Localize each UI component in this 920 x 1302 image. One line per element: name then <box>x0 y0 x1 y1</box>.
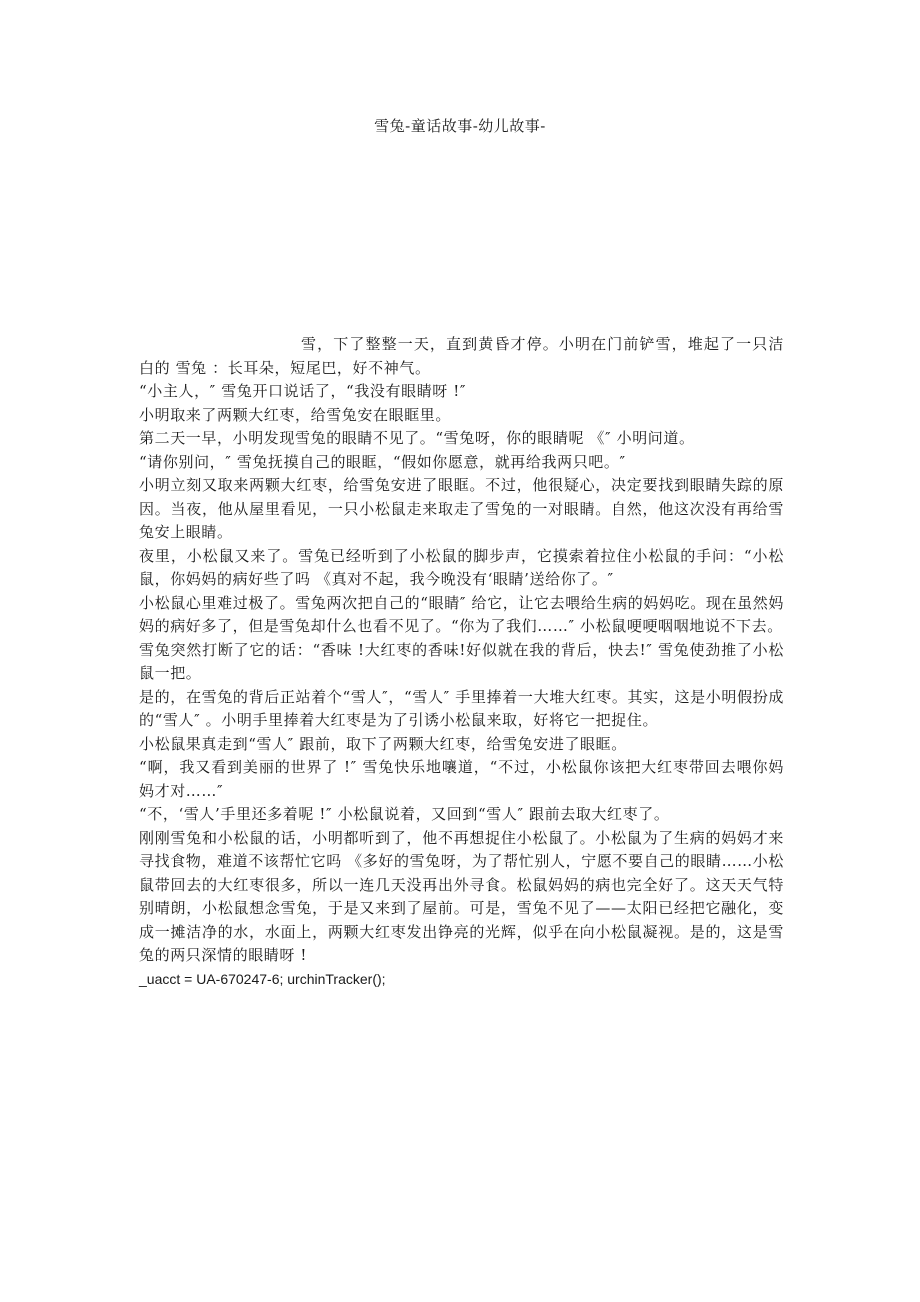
paragraph-6: 小明立刻又取来两颗大红枣，给雪兔安进了眼眶。不过，他很疑心，决定要找到眼睛失踪的原因。当夜，他从屋里看见，一只小松鼠走来取走了雪兔的一对眼睛。自然，他这次没有再给雪兔安上眼睛。 <box>139 476 784 541</box>
paragraph-12: “啊，我又看到美丽的世界了 !″ 雪兔快乐地嚷道，“不过，小松鼠你该把大红枣带回去喂你妈妈才对……″ <box>139 758 784 800</box>
paragraph-9: 雪兔突然打断了它的话：“香味 !大红枣的香味!好似就在我的背后，快去!″ 雪兔使劲推了小松鼠一把。 <box>139 640 784 682</box>
paragraph-4: 第二天一早，小明发现雪兔的眼睛不见了。“雪兔呀，你的眼睛呢 《″ 小明问道。 <box>139 429 695 447</box>
paragraph-10: 是的，在雪兔的背后正站着个“雪人″，“雪人″ 手里捧着一大堆大红枣。其实，这是小明假扮成的“雪人″ 。小明手里捧着大红枣是为了引诱小松鼠来取，好将它一把捉住。 <box>139 687 784 729</box>
paragraph-8: 小松鼠心里难过极了。雪兔两次把自己的“眼睛″ 给它，让它去喂给生病的妈妈吃。现在虽然妈妈的病好多了，但是雪兔却什么也看不见了。“你为了我们……″ 小松鼠哽哽咽咽地说不下去。 <box>139 593 784 635</box>
paragraph-3: 小明取来了两颗大红枣，给雪兔安在眼眶里。 <box>139 405 452 424</box>
tracking-code-line: _uacct = UA-670247-6; urchinTracker(); <box>139 970 386 987</box>
paragraph-13: “不，‘雪人’手里还多着呢 !″ 小松鼠说着，又回到“雪人″ 跟前去取大红枣了。 <box>139 805 670 823</box>
paragraph-14: 刚刚雪兔和小松鼠的话，小明都听到了，他不再想捉住小松鼠了。小松鼠为了生病的妈妈才来寻找食物，难道不该帮忙它吗 《多好的雪兔呀，为了帮忙别人，宁愿不要自己的眼睛……小松鼠带回去的大红枣很多，所以一连几天没再出外寻食。松鼠妈妈的病也完全好了。这天天气特别晴朗，小松鼠想念雪兔，于是又来到了屋前。可是，雪兔不见了——太阳已经把它融化，变成一摊洁净的水，水面上，两颗大红枣发出铮亮的光辉，似乎在向小松鼠凝视。是的，这是雪兔的两只深情的眼睛呀 ! <box>139 828 784 964</box>
paragraph-5: “请你别问，″ 雪兔抚摸自己的眼眶，“假如你愿意，就再给我两只吧。″ <box>139 452 626 471</box>
paragraph-7: 夜里，小松鼠又来了。雪兔已经听到了小松鼠的脚步声，它摸索着拉住小松鼠的手问：“小松鼠，你妈妈的病好些了吗 《真对不起，我今晚没有‘眼睛’送给你了。″ <box>139 546 784 588</box>
paragraph-1: 雪，下了整整一天，直到黄昏才停。小明在门前铲雪，堆起了一只洁白的 雪兔 ：长耳朵，短尾巴，好不神气。 <box>139 335 784 377</box>
paragraph-11: 小松鼠果真走到“雪人″ 跟前，取下了两颗大红枣，给雪兔安进了眼眶。 <box>139 734 627 753</box>
story-body <box>139 333 784 991</box>
paragraph-2: “小主人，″ 雪兔开口说话了，“我没有眼睛呀 !″ <box>139 382 467 400</box>
document-title: 雪兔-童话故事-幼儿故事- <box>374 117 546 135</box>
